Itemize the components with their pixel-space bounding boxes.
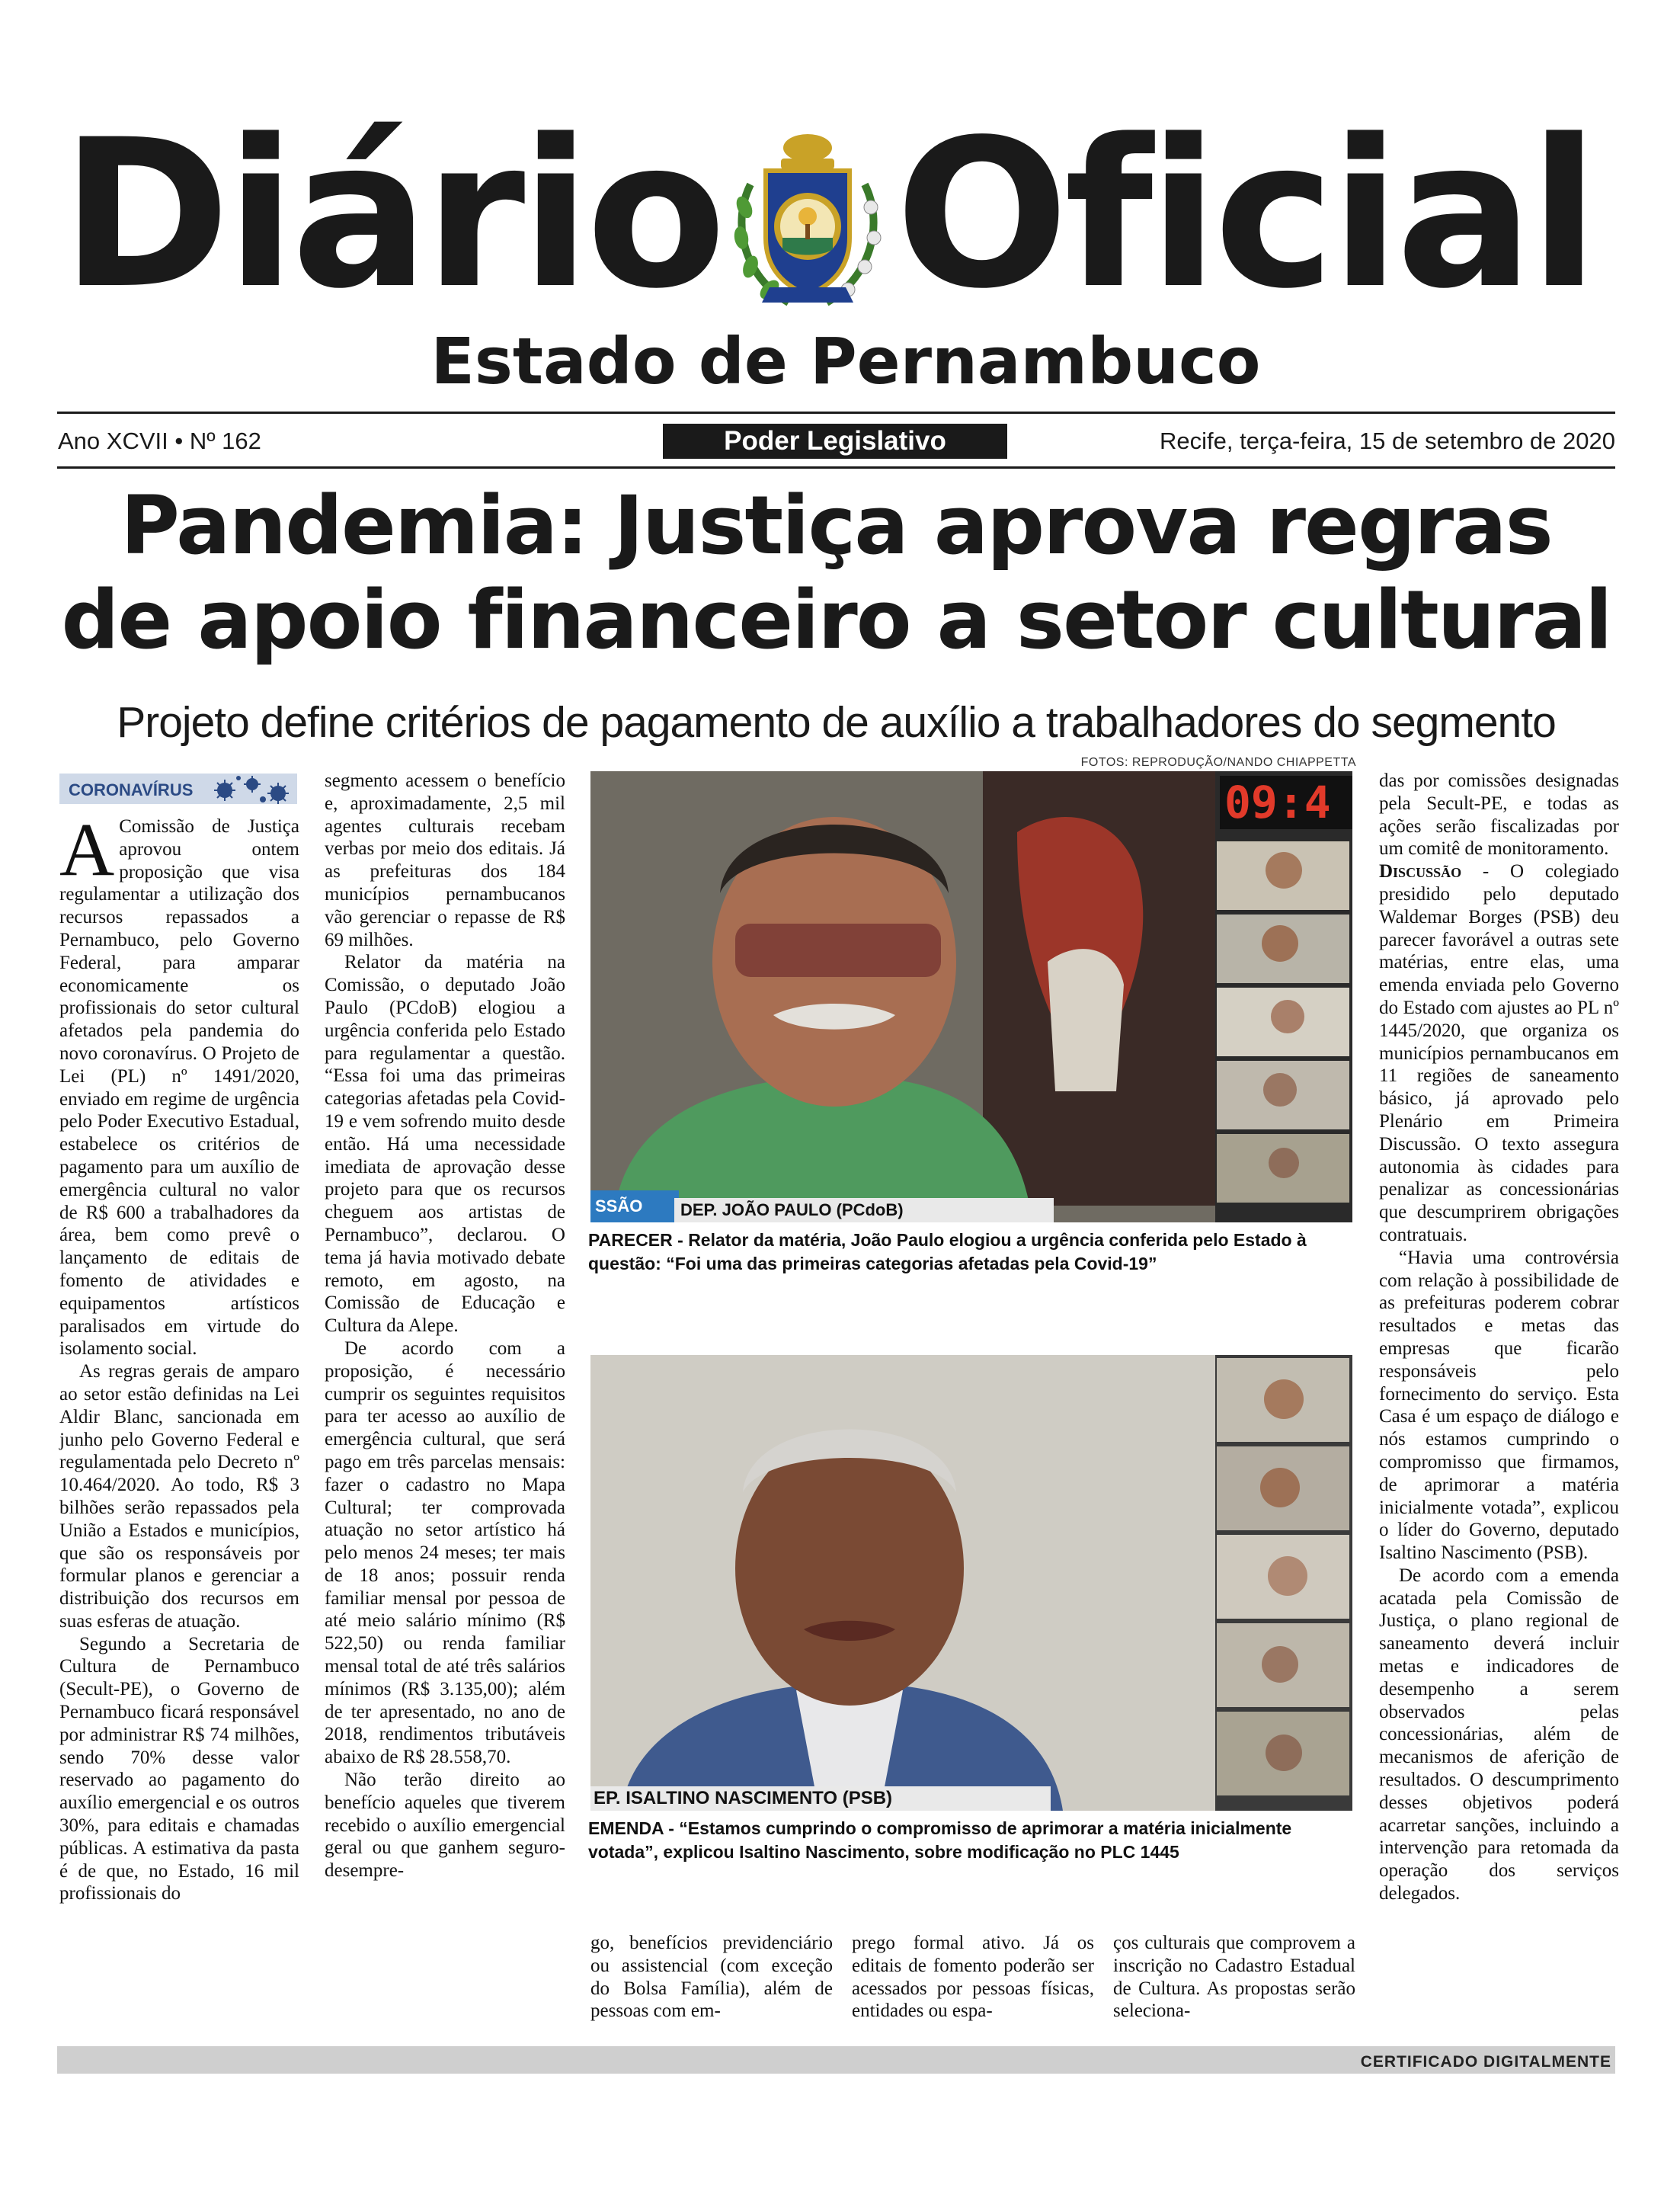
- paragraph: ços culturais que comprovem a inscrição no Cadastro Estadual de Cultura. As propostas serão seleciona-: [1113, 1933, 1355, 2022]
- video-call-image: [590, 1355, 1352, 1811]
- timer-display: 09:4: [1220, 776, 1352, 829]
- paragraph: “Havia uma controvérsia com relação à possibilidade de as prefeituras poderem cobrar resultados e metas das empresas que ficarão responsáveis pelo fornecimento do serviço. Esta Casa é um espaço de diálogo e nós estamos cumprindo o compromisso que firmamos, de aprimorar a matéria inicialmente votada”, explicou o líder do Governo, deputado Isaltino Nascimento (PSB).: [1379, 1247, 1619, 1564]
- paragraph: prego formal ativo. Já os editais de fomento poderão ser acessados por pessoas físicas, entidades ou espa-: [852, 1933, 1094, 2022]
- photo-isaltino-nascimento: [590, 1355, 1352, 1811]
- edition-number: Ano XCVII • Nº 162: [58, 428, 261, 454]
- masthead-title-oficial: Oficial: [895, 96, 1595, 334]
- photo-caption-1: PARECER - Relator da matéria, João Paulo elogiou a urgência conferida pelo Estado à questão: “Foi uma das primeiras categorias afetadas pela Covid-19”: [588, 1230, 1307, 1273]
- kicker-label: CORONAVÍRUS: [69, 780, 194, 799]
- paragraph: De acordo com a proposição, é necessário cumprir os seguintes requisitos para ter acesso ao auxílio de emergência cultural, que será pago em três parcelas mensais: fazer o cadastro no Mapa Cultural; ter comprovada atuação no setor artístico há pelo menos 24 meses; ter mais de 18 anos; possuir renda familiar mensal por pessoa de até meio salário mínimo (R$ 522,50) ou renda familiar mensal total de até três salários mínimos (R$ 3.135,00); além de ter apresentado, no ano de 2018, rendimentos tributáveis abaixo de R$ 28.558,70.: [325, 1337, 565, 1768]
- broadcast-strip: SSÃO: [590, 1190, 679, 1222]
- pernambuco-coat-of-arms-icon: [728, 131, 888, 314]
- section-label: Poder Legislativo: [663, 424, 1007, 459]
- name-tag: EP. ISALTINO NASCIMENTO (PSB): [590, 1786, 1051, 1811]
- photo-joao-paulo: [590, 771, 1352, 1222]
- virus-icon: [208, 772, 296, 806]
- paragraph-discussao: Discussão - O colegiado presidido pelo deputado Waldemar Borges (PSB) deu parecer favorável a outras sete matérias, entre elas, uma emenda enviada pelo Governo do Estado com ajustes ao PL nº 1445/2020, que organiza os municípios pernambucanos em 11 regiões de saneamento básico, já aprovado pelo Plenário em Primeira Discussão. O texto assegura autonomia às cidades para penalizar as concessionárias que descumprirem obrigações contratuais.: [1379, 861, 1619, 1245]
- paragraph: das por comissões designadas pela Secult-PE, e todas as ações serão fiscalizadas por um comitê de monitoramento.: [1379, 770, 1619, 860]
- article-column-5: [1113, 1932, 1355, 2023]
- paragraph: go, benefícios previdenciário ou assistencial (com exceção do Bolsa Família), além de pessoas com em-: [590, 1933, 833, 2022]
- article-column-2: [325, 770, 565, 1882]
- photo-caption-2: EMENDA - “Estamos cumprindo o compromisso de aprimorar a matéria inicialmente votada”, explicou Isaltino Nascimento, sobre modificação no PLC 1445: [588, 1818, 1292, 1862]
- article-column-1: [59, 807, 299, 1905]
- article-column-4: [852, 1932, 1094, 2023]
- top-rule: [57, 412, 1615, 414]
- article-column-6: [1379, 770, 1619, 1905]
- paragraph: Segundo a Secretaria de Cultura de Pernambuco (Secult-PE), o Governo de Pernambuco ficará responsável por administrar R$ 74 milhões, sendo 70% desse valor reservado ao pagamento do auxílio emergencial e os outros 30%, para editais e chamadas públicas. A estimativa da pasta é de que, no Estado, 16 mil profissionais do: [59, 1633, 299, 1904]
- video-call-image: [590, 771, 1352, 1222]
- photo-credit: FOTOS: REPRODUÇÃO/NANDO CHIAPPETTA: [1080, 756, 1356, 769]
- subheadline: Projeto define critérios de pagamento de auxílio a trabalhadores do segmento: [117, 698, 1556, 747]
- drop-cap: A: [59, 807, 115, 892]
- paragraph: segmento acessem o benefício e, aproximadamente, 2,5 mil agentes culturais recebam verbas por meio dos editais. Já as prefeituras dos 184 municípios pernambucanos vão gerenciar o repasse de R$ 69 milhões.: [325, 770, 565, 950]
- paragraph: Relator da matéria na Comissão, o deputado João Paulo (PCdoB) elogiou a urgência conferida pelo Estado para regulamentar a questão. “Essa foi uma das primeiras categorias afetadas pela Covid-19 e vem sofrendo muito desde então. Há uma necessidade imediata de aprovação desse projeto para que os recursos cheguem aos artistas de Pernambuco”, declarou. O tema já havia motivado debate remoto, em agosto, na Comissão de Educação e Cultura da Alepe.: [325, 952, 565, 1337]
- lead-paragraph: A Comissão de Justiça aprovou ontem proposição que visa regulamentar a utilização dos recursos repassados a Pernambuco, pelo Governo Federal, para amparar economicamente os profissionais do setor cultural afetados pela pandemia do novo coronavírus. O Projeto de Lei (PL) nº 1491/2020, enviado em regime de urgência pelo Poder Executivo Estadual, estabelece os critérios de pagamento para um auxílio de emergência cultural no valor de R$ 600 a trabalhadores da área, bem como prevê o lançamento de editais de fomento de atividades e equipamentos artísticos paralisados em virtude do isolamento social.: [59, 807, 299, 1360]
- bottom-rule: [57, 466, 1615, 469]
- headline: [57, 479, 1615, 668]
- footer-certified: CERTIFICADO DIGITALMENTE: [1360, 2053, 1611, 2071]
- paragraph: De acordo com a emenda acatada pela Comissão de Justiça, o plano regional de saneamento deverá incluir metas e indicadores de desempenho a serem observados pelas concessionárias, além de mecanismos de aferição de resultados. O descumprimento desses objetivos poderá acarretar sanções, incluindo a intervenção para retomada da operação dos serviços delegados.: [1379, 1565, 1619, 1904]
- paragraph: Não terão direito ao benefício aqueles que tiverem recebido o auxílio emergencial geral ou que ganhem seguro-desempre-: [325, 1770, 565, 1882]
- name-tag: DEP. JOÃO PAULO (PCdoB): [674, 1198, 1054, 1222]
- masthead-subtitle: Estado de Pernambuco: [430, 324, 1261, 399]
- headline-line-1: Pandemia: Justiça aprova regras: [120, 479, 1552, 572]
- kicker-box: [59, 774, 297, 804]
- article-column-3: [590, 1932, 833, 2023]
- headline-line-2: de apoio financeiro a setor cultural: [61, 573, 1611, 667]
- issue-date: Recife, terça-feira, 15 de setembro de 2020: [1160, 428, 1615, 454]
- masthead-title-diario: Diário: [61, 96, 722, 334]
- paragraph: As regras gerais de amparo ao setor estão definidas na Lei Aldir Blanc, sancionada em junho pelo Governo Federal e regulamentada pelo Decreto nº 10.464/2020. Ao todo, R$ 3 bilhões serão repassados pela União a Estados e municípios, que são os responsáveis por formular planos e gerenciar a distribuição dos recursos em suas esferas de atuação.: [59, 1361, 299, 1632]
- subhead-discussao: Discussão: [1379, 861, 1462, 882]
